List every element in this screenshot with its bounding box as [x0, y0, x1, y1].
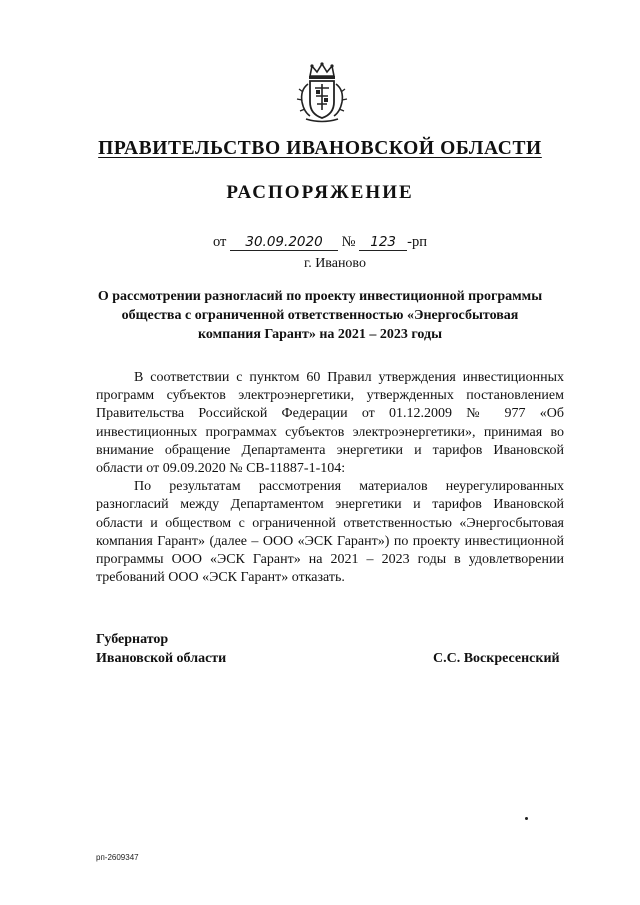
document-code: рп-2609347	[96, 853, 139, 862]
document-subject	[80, 287, 560, 344]
subject-line: О рассмотрении разногласий по проекту инвестиционной программы	[97, 289, 543, 304]
coat-of-arms-icon	[296, 62, 348, 124]
subject-line: общества с ограниченной ответственностью «Энергосбытовая	[121, 308, 519, 323]
body-paragraph: В соответствии с пунктом 60 Правил утверждения инвестиционных программ субъектов электроэнергетики, утвержденных постановлением Правительства Российской Федерации от 01.12.2009 № 977 «Об инвестиционных программах субъектов электроэнергетики», принимая во внимание обращение Департамента энергетики и тарифов Ивановской области от 09.09.2020 № СВ-11887-1-104:	[96, 370, 564, 477]
document-body	[96, 369, 564, 587]
signatory-title	[96, 630, 226, 668]
number-prefix: №	[341, 234, 356, 250]
document-type-title: РАСПОРЯЖЕНИЕ	[226, 182, 414, 203]
signatory-title-line: Ивановской области	[96, 651, 227, 666]
subject-line: компания Гарант» на 2021 – 2023 годы	[197, 327, 442, 342]
registration-line	[213, 234, 427, 251]
number-value: 123	[359, 235, 407, 251]
city-name: г. Иваново	[304, 256, 366, 271]
scan-speck	[525, 817, 528, 820]
date-value: 30.09.2020	[230, 235, 338, 251]
signatory-name: С.С. Воскресенский	[433, 651, 560, 666]
date-prefix: от	[213, 234, 227, 250]
signatory-title-line: Губернатор	[96, 632, 169, 647]
body-paragraph: По результатам рассмотрения материалов неурегулированных разногласий между Департаментом энергетики и тарифов Ивановской области и обществом с ограниченной ответственностью «Энергосбытовая компания Гарант» (далее – ООО «ЭСК Гарант») по проекту инвестиционной программы ООО «ЭСК Гарант» на 2021 – 2023 годы в удовлетворении требований ООО «ЭСК Гарант» отказать.	[96, 479, 564, 586]
number-suffix: -рп	[407, 234, 427, 250]
government-title: ПРАВИТЕЛЬСТВО ИВАНОВСКОЙ ОБЛАСТИ	[98, 138, 542, 159]
